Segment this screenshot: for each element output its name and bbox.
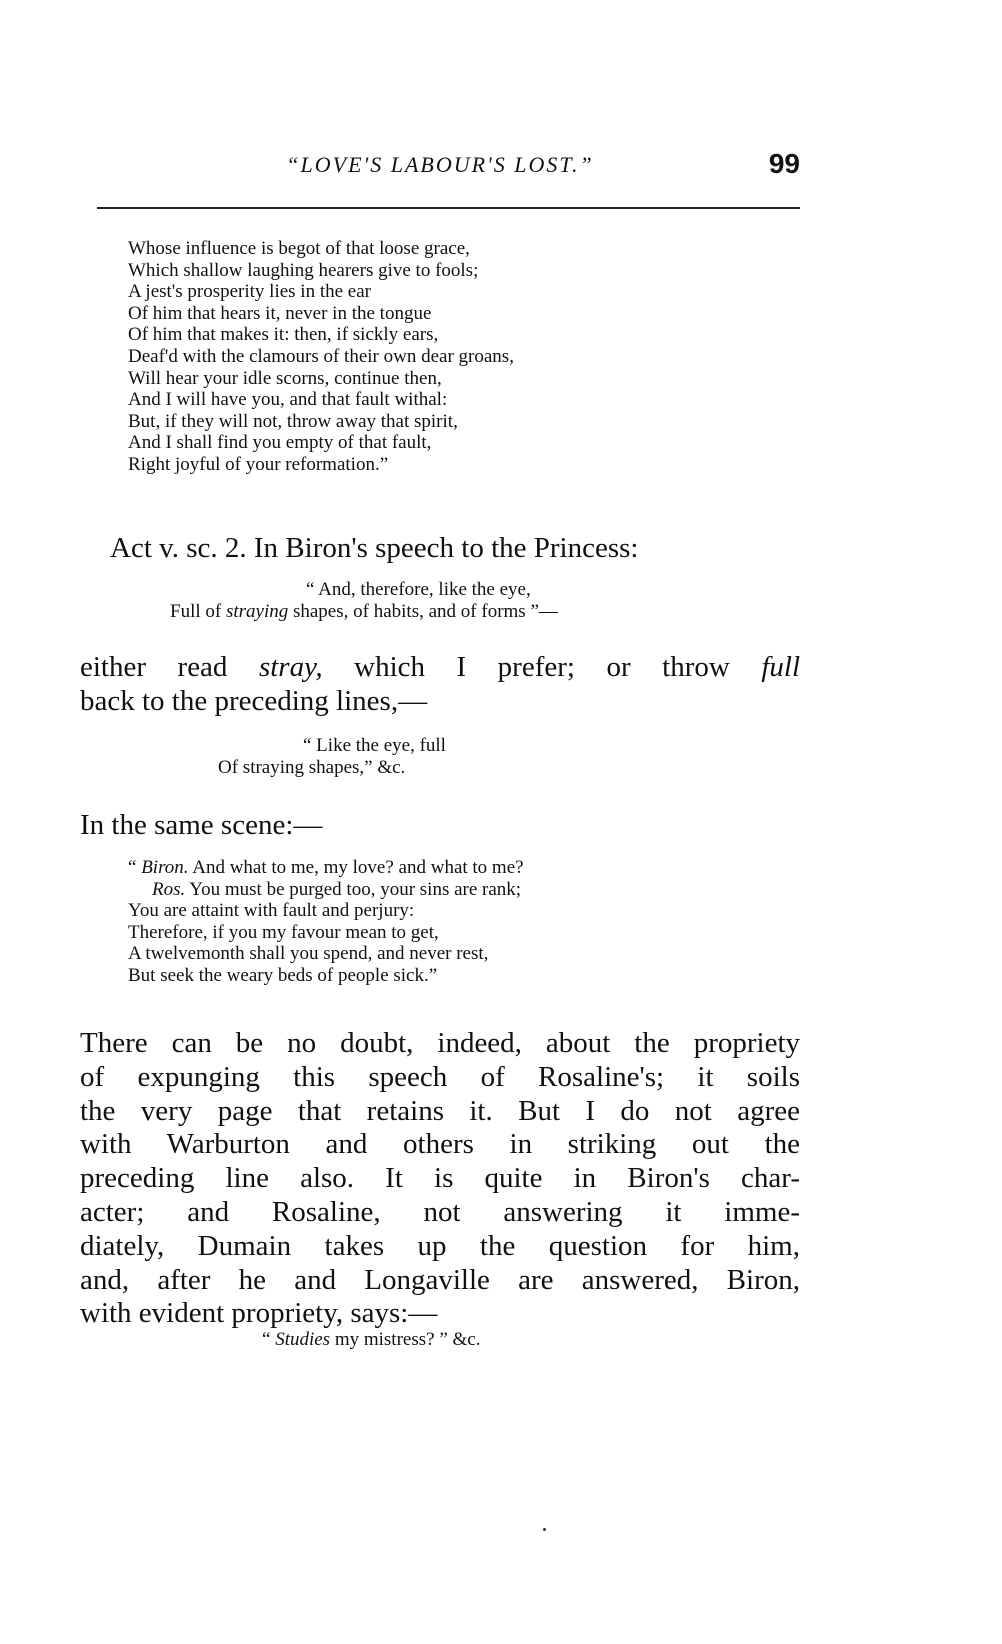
paragraph-line: and, after he and Longaville are answered, Biron, xyxy=(80,1263,800,1296)
verse-line: Right joyful of your reformation.” xyxy=(128,453,389,475)
emphasis: stray, xyxy=(258,651,323,683)
paragraph-line: of expunging this speech of Rosaline's; it soils xyxy=(80,1060,800,1093)
verse-line: But, if they will not, throw away that spirit, xyxy=(128,410,458,432)
text: which I prefer; or throw xyxy=(322,651,762,683)
verse-quote-2 xyxy=(170,579,558,622)
verse-emphasis: Studies xyxy=(275,1329,331,1350)
paragraph-line xyxy=(80,650,800,684)
paragraph-line: with Warburton and others in striking out the xyxy=(80,1128,800,1161)
verse-line: Therefore, if you my favour mean to get, xyxy=(128,921,439,943)
verse-quote-4 xyxy=(128,857,524,987)
paragraph-line: diately, Dumain takes up the question for him, xyxy=(80,1229,800,1262)
text: either read xyxy=(80,651,259,683)
speaker-name: Ros. xyxy=(152,878,186,900)
verse-line: Which shallow laughing hearers give to fools; xyxy=(128,259,479,281)
quote-mark: “ xyxy=(262,1329,276,1350)
verse-text: Full of xyxy=(170,600,226,622)
verse-line: A jest's prosperity lies in the ear xyxy=(128,281,371,303)
verse-line: Will hear your idle scorns, continue then, xyxy=(128,367,442,389)
verse-line: “ And, therefore, like the eye, xyxy=(306,579,531,600)
page-header xyxy=(80,148,800,188)
paragraph-act-reference: Act v. sc. 2. In Biron's speech to the Princess: xyxy=(110,532,639,564)
verse-line: And I will have you, and that fault withal: xyxy=(128,389,448,411)
verse-line: A twelvemonth shall you spend, and never rest, xyxy=(128,943,489,965)
paragraph-same-scene: In the same scene:— xyxy=(80,809,323,841)
paragraph-line: preceding line also. It is quite in Biron's char- xyxy=(80,1162,800,1195)
verse-line xyxy=(128,879,524,901)
verse-line: Of straying shapes,” &c. xyxy=(218,756,406,778)
verse-quote-1 xyxy=(128,238,514,476)
paragraph-line: back to the preceding lines,— xyxy=(80,685,428,717)
paragraph-line: There can be no doubt, indeed, about the propriety xyxy=(80,1027,800,1059)
verse-emphasis: straying xyxy=(225,600,289,622)
verse-line: Of him that hears it, never in the tongue xyxy=(128,302,432,324)
verse-line: “ Like the eye, full xyxy=(303,735,446,756)
header-rule xyxy=(97,207,800,209)
speaker-name: Biron. xyxy=(141,857,189,878)
paragraph-line: acter; and Rosaline, not answering it imme- xyxy=(80,1195,800,1228)
verse-line: But seek the weary beds of people sick.” xyxy=(128,964,438,986)
paragraph-commentary xyxy=(80,1027,800,1331)
verse-line: And I shall find you empty of that fault, xyxy=(128,432,432,454)
verse-quote-3 xyxy=(218,735,446,778)
paragraph-line: with evident propriety, says:— xyxy=(80,1297,438,1330)
verse-text: And what to me, my love? and what to me? xyxy=(188,857,524,878)
verse-quote-5 xyxy=(262,1329,480,1351)
verse-text: You must be purged too, your sins are rank; xyxy=(185,878,522,900)
page-number: 99 xyxy=(768,148,800,179)
verse-line: You are attaint with fault and perjury: xyxy=(128,900,415,922)
verse-line: Of him that makes it: then, if sickly ears, xyxy=(128,324,439,346)
print-speck xyxy=(543,1528,546,1531)
paragraph-emendation xyxy=(80,650,800,718)
verse-line xyxy=(262,1329,480,1351)
verse-line xyxy=(128,857,524,879)
verse-line: Whose influence is begot of that loose grace, xyxy=(128,238,470,259)
verse-text: my mistress? ” &c. xyxy=(330,1329,481,1350)
quote-mark: “ xyxy=(128,857,142,878)
verse-text: shapes, of habits, and of forms ”— xyxy=(288,600,558,622)
paragraph-line: the very page that retains it. But I do not agree xyxy=(80,1094,800,1127)
verse-line: Deaf'd with the clamours of their own dear groans, xyxy=(128,345,514,367)
verse-line xyxy=(170,601,558,623)
running-title: “LOVE'S LABOUR'S LOST.” xyxy=(286,152,594,177)
emphasis: full xyxy=(761,651,800,683)
